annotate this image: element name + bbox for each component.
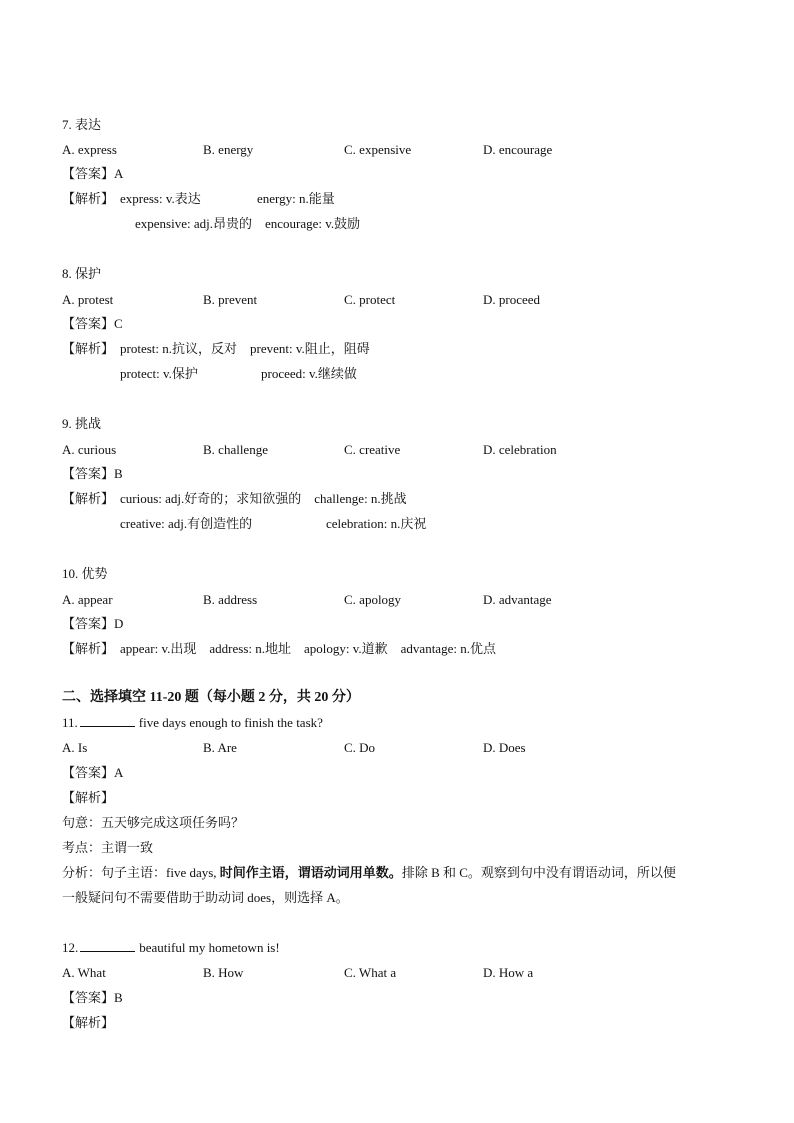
- analysis-text: creative: adj.有创造性的: [120, 516, 253, 531]
- section-heading: 二、选择填空 11-20 题（每小题 2 分，共 20 分）: [62, 690, 360, 705]
- option-b: B. prevent: [203, 292, 258, 307]
- question-8-options: [0, 290, 794, 310]
- option-c: C. protect: [344, 292, 396, 307]
- question-10-analysis-line-1: [62, 639, 562, 659]
- analysis-text: protect: v.保护: [120, 366, 198, 381]
- question-10-options: [0, 590, 794, 610]
- option-a: A. curious: [62, 442, 117, 457]
- question-11-point: 考点：主谓一致: [62, 840, 154, 855]
- option-a: A. protest: [62, 292, 114, 307]
- analysis-label: 【解析】: [62, 641, 115, 656]
- analysis-text: energy: n.能量: [257, 191, 335, 206]
- question-7-title: 7. 表达: [62, 117, 102, 132]
- question-9-analysis-line-1: [62, 489, 512, 509]
- analysis-text: appear: v.出现 address: n.地址 apology: v.道歉 advantage: n.优点: [120, 641, 496, 656]
- question-text: five days enough to finish the task?: [138, 715, 323, 730]
- question-9-title: 9. 挑战: [62, 416, 102, 431]
- option-b: B. How: [203, 965, 244, 980]
- option-d: D. advantage: [483, 592, 552, 607]
- option-b: B. address: [203, 592, 258, 607]
- question-text: beautiful my hometown is!: [139, 940, 280, 955]
- option-a: A. What: [62, 965, 106, 980]
- analysis-label: 【解析】: [62, 341, 115, 356]
- question-8-analysis-line-2: [120, 364, 420, 384]
- option-b: B. energy: [203, 142, 254, 157]
- answer-blank: [80, 714, 135, 727]
- question-12-analysis-label: 【解析】: [62, 1015, 115, 1030]
- question-12-stem: [62, 938, 280, 958]
- question-7-answer: 【答案】A: [62, 166, 124, 181]
- analysis-text: celebration: n.庆祝: [326, 516, 427, 531]
- question-12-options: [0, 963, 794, 983]
- option-c: C. apology: [344, 592, 402, 607]
- option-d: D. celebration: [483, 442, 557, 457]
- option-c: C. Do: [344, 740, 376, 755]
- option-c: C. creative: [344, 442, 401, 457]
- question-11-explanation-line-1: [62, 863, 676, 883]
- explanation-text: 分析：句子主语：five days,: [62, 865, 220, 880]
- analysis-text: protest: n.抗议，反对 prevent: v.阻止，阻碍: [120, 341, 370, 356]
- question-number: 12.: [62, 940, 79, 955]
- option-d: D. Does: [483, 740, 526, 755]
- option-d: D. encourage: [483, 142, 553, 157]
- analysis-label: 【解析】: [62, 191, 115, 206]
- question-11-analysis-label: 【解析】: [62, 790, 115, 805]
- analysis-text: express: v.表达: [120, 191, 201, 206]
- explanation-emphasis: 时间作主语，谓语动词用单数。: [219, 865, 402, 880]
- question-10-title: 10. 优势: [62, 566, 108, 581]
- analysis-label: 【解析】: [62, 491, 115, 506]
- question-9-options: [0, 440, 794, 460]
- question-9-analysis-line-2: [120, 514, 470, 534]
- question-11-meaning: 句意：五天够完成这项任务吗？: [62, 815, 245, 830]
- option-a: A. express: [62, 142, 117, 157]
- question-11-options: [0, 738, 794, 758]
- option-c: C. What a: [344, 965, 397, 980]
- option-a: A. appear: [62, 592, 113, 607]
- option-c: C. expensive: [344, 142, 412, 157]
- question-10-answer: 【答案】D: [62, 616, 124, 631]
- answer-blank: [80, 939, 135, 952]
- option-b: B. Are: [203, 740, 237, 755]
- question-11-answer: 【答案】A: [62, 765, 124, 780]
- question-7-analysis-line-2: expensive: adj.昂贵的 encourage: v.鼓励: [135, 216, 361, 231]
- question-12-answer: 【答案】B: [62, 990, 123, 1005]
- question-9-answer: 【答案】B: [62, 466, 123, 481]
- option-d: D. How a: [483, 965, 534, 980]
- question-7-options: [0, 140, 794, 160]
- explanation-text: 排除 B 和 C。观察到句中没有谓语动词，所以便: [401, 865, 676, 880]
- option-d: D. proceed: [483, 292, 541, 307]
- question-7-analysis-line-1: [62, 189, 462, 209]
- question-8-answer: 【答案】C: [62, 316, 123, 331]
- question-11-explanation-line-2: 一般疑问句不需要借助于助动词 does，则选择 A。: [62, 890, 349, 905]
- option-a: A. Is: [62, 740, 88, 755]
- analysis-text: proceed: v.继续做: [261, 366, 357, 381]
- option-b: B. challenge: [203, 442, 268, 457]
- question-number: 11.: [62, 715, 78, 730]
- analysis-text: curious: adj.好奇的；求知欲强的 challenge: n.挑战: [120, 491, 407, 506]
- question-8-title: 8. 保护: [62, 266, 102, 281]
- question-11-stem: [62, 713, 323, 733]
- question-8-analysis-line-1: [62, 339, 462, 359]
